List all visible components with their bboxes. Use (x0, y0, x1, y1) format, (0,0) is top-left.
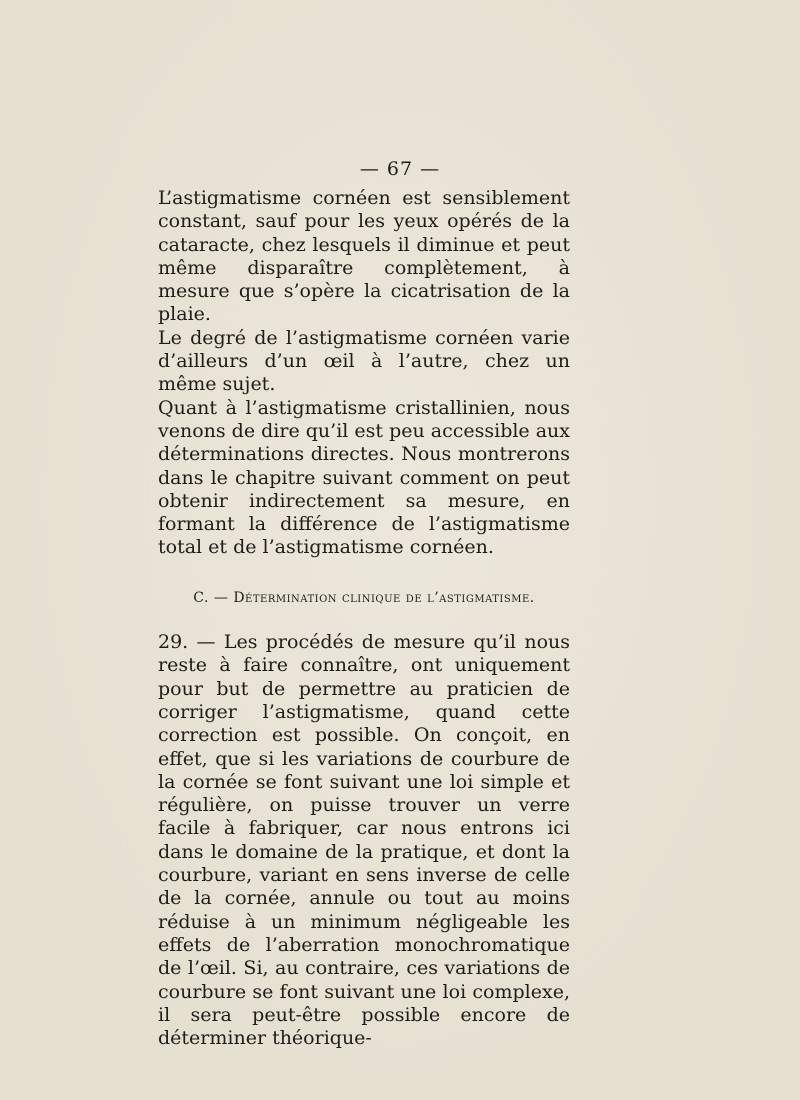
section-heading: C. — Détermination clinique de l’astigmatisme. (193, 589, 535, 606)
paragraph-29: 29. — Les procédés de mesure qu’il nous reste à faire connaître, ont uniquement pour but de permettre au praticien de corriger l’astigmatisme, quand cette correction est possible. On conçoit, en effet, que si les variations de courbure de la cornée se font suivant une loi simple et régulière, on puisse trouver un verre facile à fabriquer, car nous entrons ici dans le domaine de la pratique, et dont la courbure, variant en sens inverse de celle de la cornée, annule ou tout au moins réduise à un minimum négligeable les effets de l’aberration monochromatique de l’œil. Si, au contraire, ces variations de courbure se font suivant une loi complexe, il sera peut-être possible encore de déterminer théorique- (158, 631, 570, 1050)
body-text (158, 187, 570, 1050)
paragraph-corneal-constancy: L’astigmatisme cornéen est sensiblement constant, sauf pour les yeux opérés de la cataracte, chez lesquels il diminue et peut même disparaître complètement, à mesure que s’opère la cicatrisation de la plaie. (158, 187, 570, 326)
paragraph-degree-variation: Le degré de l’astigmatisme cornéen varie d’ailleurs d’un œil à l’autre, chez un même sujet. (158, 326, 570, 396)
paragraph-crystalline-astigmatism: Quant à l’astigmatisme cristallinien, nous venons de dire qu’il est peu accessible aux déterminations directes. Nous montrerons dans le chapitre suivant comment on peut obtenir indirectement sa mesure, en formant la différence de l’astigmatisme total et de l’astigmatisme cornéen. (158, 396, 570, 559)
page-number: — 67 — (359, 158, 441, 180)
